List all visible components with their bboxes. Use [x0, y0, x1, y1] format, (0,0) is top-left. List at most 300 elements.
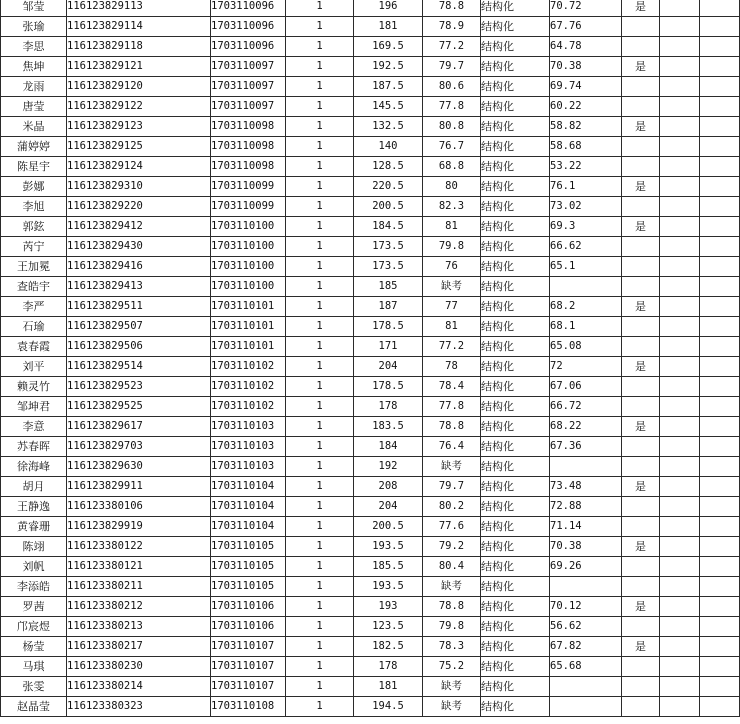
- interview-score[interactable]: 78.4: [423, 377, 481, 397]
- total-score[interactable]: 66.72: [550, 397, 622, 417]
- position-code[interactable]: 1703110097: [211, 97, 286, 117]
- position-code[interactable]: 1703110101: [211, 317, 286, 337]
- interview-format[interactable]: 结构化: [481, 457, 550, 477]
- written-score[interactable]: 181: [354, 17, 423, 37]
- total-score[interactable]: 60.22: [550, 97, 622, 117]
- empty-cell[interactable]: [700, 437, 740, 457]
- quota[interactable]: 1: [286, 697, 354, 717]
- interview-format[interactable]: 结构化: [481, 197, 550, 217]
- total-score[interactable]: 67.36: [550, 437, 622, 457]
- empty-cell[interactable]: [660, 0, 700, 17]
- written-score[interactable]: 145.5: [354, 97, 423, 117]
- written-score[interactable]: 208: [354, 477, 423, 497]
- empty-cell[interactable]: [700, 177, 740, 197]
- empty-cell[interactable]: [700, 57, 740, 77]
- exam-id[interactable]: 116123380121: [67, 557, 211, 577]
- exam-id[interactable]: 116123829525: [67, 397, 211, 417]
- candidate-name[interactable]: 王加冕: [1, 257, 67, 277]
- quota[interactable]: 1: [286, 457, 354, 477]
- position-code[interactable]: 1703110107: [211, 637, 286, 657]
- candidate-name[interactable]: 刘帆: [1, 557, 67, 577]
- empty-cell[interactable]: [660, 317, 700, 337]
- position-code[interactable]: 1703110098: [211, 137, 286, 157]
- written-score[interactable]: 182.5: [354, 637, 423, 657]
- table-row[interactable]: [1, 37, 740, 57]
- empty-cell[interactable]: [660, 337, 700, 357]
- total-score[interactable]: 67.82: [550, 637, 622, 657]
- quota[interactable]: 1: [286, 137, 354, 157]
- interview-format[interactable]: 结构化: [481, 437, 550, 457]
- pass-flag[interactable]: 是: [622, 637, 660, 657]
- interview-format[interactable]: 结构化: [481, 677, 550, 697]
- empty-cell[interactable]: [700, 157, 740, 177]
- exam-id[interactable]: 116123380122: [67, 537, 211, 557]
- position-code[interactable]: 1703110102: [211, 397, 286, 417]
- empty-cell[interactable]: [660, 77, 700, 97]
- pass-flag[interactable]: [622, 77, 660, 97]
- quota[interactable]: 1: [286, 397, 354, 417]
- total-score[interactable]: [550, 457, 622, 477]
- table-row[interactable]: [1, 17, 740, 37]
- pass-flag[interactable]: [622, 337, 660, 357]
- candidate-name[interactable]: 李意: [1, 417, 67, 437]
- written-score[interactable]: 204: [354, 497, 423, 517]
- pass-flag[interactable]: 是: [622, 117, 660, 137]
- interview-score[interactable]: 77: [423, 297, 481, 317]
- interview-format[interactable]: 结构化: [481, 157, 550, 177]
- written-score[interactable]: 187: [354, 297, 423, 317]
- written-score[interactable]: 184.5: [354, 217, 423, 237]
- exam-id[interactable]: 116123829506: [67, 337, 211, 357]
- pass-flag[interactable]: [622, 677, 660, 697]
- empty-cell[interactable]: [660, 517, 700, 537]
- interview-format[interactable]: 结构化: [481, 497, 550, 517]
- interview-score[interactable]: 缺考: [423, 577, 481, 597]
- written-score[interactable]: 173.5: [354, 257, 423, 277]
- exam-id[interactable]: 116123829125: [67, 137, 211, 157]
- table-row[interactable]: [1, 257, 740, 277]
- position-code[interactable]: 1703110097: [211, 57, 286, 77]
- total-score[interactable]: 67.76: [550, 17, 622, 37]
- interview-format[interactable]: 结构化: [481, 0, 550, 17]
- candidate-name[interactable]: 王静逸: [1, 497, 67, 517]
- quota[interactable]: 1: [286, 497, 354, 517]
- written-score[interactable]: 220.5: [354, 177, 423, 197]
- interview-score[interactable]: 缺考: [423, 277, 481, 297]
- empty-cell[interactable]: [700, 537, 740, 557]
- quota[interactable]: 1: [286, 477, 354, 497]
- empty-cell[interactable]: [700, 137, 740, 157]
- quota[interactable]: 1: [286, 377, 354, 397]
- table-row[interactable]: [1, 477, 740, 497]
- pass-flag[interactable]: 是: [622, 0, 660, 17]
- exam-id[interactable]: 116123380217: [67, 637, 211, 657]
- written-score[interactable]: 178: [354, 397, 423, 417]
- quota[interactable]: 1: [286, 157, 354, 177]
- written-score[interactable]: 200.5: [354, 517, 423, 537]
- empty-cell[interactable]: [700, 217, 740, 237]
- quota[interactable]: 1: [286, 677, 354, 697]
- empty-cell[interactable]: [700, 377, 740, 397]
- total-score[interactable]: 67.06: [550, 377, 622, 397]
- exam-id[interactable]: 116123829430: [67, 237, 211, 257]
- empty-cell[interactable]: [700, 417, 740, 437]
- position-code[interactable]: 1703110096: [211, 17, 286, 37]
- candidate-name[interactable]: 赵晶莹: [1, 697, 67, 717]
- quota[interactable]: 1: [286, 357, 354, 377]
- candidate-name[interactable]: 杨莹: [1, 637, 67, 657]
- pass-flag[interactable]: [622, 617, 660, 637]
- quota[interactable]: 1: [286, 257, 354, 277]
- pass-flag[interactable]: [622, 317, 660, 337]
- exam-id[interactable]: 116123829220: [67, 197, 211, 217]
- exam-id[interactable]: 116123829514: [67, 357, 211, 377]
- empty-cell[interactable]: [660, 677, 700, 697]
- table-row[interactable]: [1, 157, 740, 177]
- empty-cell[interactable]: [660, 397, 700, 417]
- pass-flag[interactable]: [622, 257, 660, 277]
- interview-format[interactable]: 结构化: [481, 557, 550, 577]
- quota[interactable]: 1: [286, 617, 354, 637]
- empty-cell[interactable]: [660, 417, 700, 437]
- interview-format[interactable]: 结构化: [481, 237, 550, 257]
- pass-flag[interactable]: [622, 437, 660, 457]
- position-code[interactable]: 1703110103: [211, 457, 286, 477]
- pass-flag[interactable]: [622, 457, 660, 477]
- exam-id[interactable]: 116123829617: [67, 417, 211, 437]
- pass-flag[interactable]: [622, 157, 660, 177]
- candidate-name[interactable]: 李添皓: [1, 577, 67, 597]
- empty-cell[interactable]: [700, 577, 740, 597]
- empty-cell[interactable]: [700, 357, 740, 377]
- position-code[interactable]: 1703110102: [211, 377, 286, 397]
- table-row[interactable]: [1, 277, 740, 297]
- total-score[interactable]: 65.08: [550, 337, 622, 357]
- empty-cell[interactable]: [700, 677, 740, 697]
- table-row[interactable]: [1, 577, 740, 597]
- table-row[interactable]: [1, 317, 740, 337]
- quota[interactable]: 1: [286, 217, 354, 237]
- exam-id[interactable]: 116123829123: [67, 117, 211, 137]
- pass-flag[interactable]: [622, 517, 660, 537]
- quota[interactable]: 1: [286, 197, 354, 217]
- pass-flag[interactable]: [622, 557, 660, 577]
- table-row[interactable]: [1, 217, 740, 237]
- table-row[interactable]: [1, 557, 740, 577]
- written-score[interactable]: 193.5: [354, 537, 423, 557]
- table-row[interactable]: [1, 697, 740, 717]
- total-score[interactable]: 66.62: [550, 237, 622, 257]
- total-score[interactable]: 68.22: [550, 417, 622, 437]
- table-row[interactable]: [1, 97, 740, 117]
- table-row[interactable]: [1, 117, 740, 137]
- position-code[interactable]: 1703110096: [211, 0, 286, 17]
- position-code[interactable]: 1703110101: [211, 297, 286, 317]
- total-score[interactable]: 64.78: [550, 37, 622, 57]
- quota[interactable]: 1: [286, 117, 354, 137]
- pass-flag[interactable]: [622, 497, 660, 517]
- empty-cell[interactable]: [660, 497, 700, 517]
- empty-cell[interactable]: [660, 277, 700, 297]
- pass-flag[interactable]: [622, 697, 660, 717]
- quota[interactable]: 1: [286, 537, 354, 557]
- pass-flag[interactable]: 是: [622, 297, 660, 317]
- total-score[interactable]: 56.62: [550, 617, 622, 637]
- written-score[interactable]: 169.5: [354, 37, 423, 57]
- position-code[interactable]: 1703110105: [211, 577, 286, 597]
- interview-format[interactable]: 结构化: [481, 617, 550, 637]
- position-code[interactable]: 1703110106: [211, 617, 286, 637]
- empty-cell[interactable]: [660, 237, 700, 257]
- total-score[interactable]: 70.38: [550, 537, 622, 557]
- exam-id[interactable]: 116123829413: [67, 277, 211, 297]
- interview-format[interactable]: 结构化: [481, 217, 550, 237]
- empty-cell[interactable]: [660, 437, 700, 457]
- interview-format[interactable]: 结构化: [481, 37, 550, 57]
- interview-format[interactable]: 结构化: [481, 477, 550, 497]
- table-row[interactable]: [1, 297, 740, 317]
- quota[interactable]: 1: [286, 657, 354, 677]
- exam-id[interactable]: 116123829416: [67, 257, 211, 277]
- exam-id[interactable]: 116123829412: [67, 217, 211, 237]
- interview-score[interactable]: 76.7: [423, 137, 481, 157]
- interview-score[interactable]: 80.2: [423, 497, 481, 517]
- written-score[interactable]: 178.5: [354, 377, 423, 397]
- empty-cell[interactable]: [660, 177, 700, 197]
- empty-cell[interactable]: [700, 697, 740, 717]
- position-code[interactable]: 1703110100: [211, 237, 286, 257]
- empty-cell[interactable]: [660, 357, 700, 377]
- candidate-name[interactable]: 张瑜: [1, 17, 67, 37]
- pass-flag[interactable]: [622, 237, 660, 257]
- written-score[interactable]: 187.5: [354, 77, 423, 97]
- table-row[interactable]: [1, 617, 740, 637]
- empty-cell[interactable]: [700, 197, 740, 217]
- pass-flag[interactable]: [622, 37, 660, 57]
- interview-score[interactable]: 76: [423, 257, 481, 277]
- candidate-name[interactable]: 邹坤君: [1, 397, 67, 417]
- interview-score[interactable]: 79.2: [423, 537, 481, 557]
- table-row[interactable]: [1, 497, 740, 517]
- written-score[interactable]: 192: [354, 457, 423, 477]
- written-score[interactable]: 178.5: [354, 317, 423, 337]
- empty-cell[interactable]: [660, 197, 700, 217]
- interview-format[interactable]: 结构化: [481, 177, 550, 197]
- pass-flag[interactable]: [622, 277, 660, 297]
- candidate-name[interactable]: 芮宁: [1, 237, 67, 257]
- candidate-name[interactable]: 苏春晖: [1, 437, 67, 457]
- exam-id[interactable]: 116123829310: [67, 177, 211, 197]
- candidate-name[interactable]: 袁春霞: [1, 337, 67, 357]
- exam-id[interactable]: 116123829121: [67, 57, 211, 77]
- pass-flag[interactable]: 是: [622, 597, 660, 617]
- exam-id[interactable]: 116123829118: [67, 37, 211, 57]
- exam-id[interactable]: 116123380211: [67, 577, 211, 597]
- interview-score[interactable]: 76.4: [423, 437, 481, 457]
- total-score[interactable]: 70.72: [550, 0, 622, 17]
- exam-id[interactable]: 116123829507: [67, 317, 211, 337]
- exam-id[interactable]: 116123829114: [67, 17, 211, 37]
- empty-cell[interactable]: [700, 397, 740, 417]
- interview-score[interactable]: 77.2: [423, 37, 481, 57]
- written-score[interactable]: 181: [354, 677, 423, 697]
- position-code[interactable]: 1703110098: [211, 157, 286, 177]
- total-score[interactable]: 71.14: [550, 517, 622, 537]
- empty-cell[interactable]: [700, 557, 740, 577]
- interview-score[interactable]: 79.7: [423, 477, 481, 497]
- empty-cell[interactable]: [700, 477, 740, 497]
- empty-cell[interactable]: [700, 657, 740, 677]
- written-score[interactable]: 178: [354, 657, 423, 677]
- empty-cell[interactable]: [660, 217, 700, 237]
- interview-format[interactable]: 结构化: [481, 337, 550, 357]
- interview-score[interactable]: 80: [423, 177, 481, 197]
- candidate-name[interactable]: 徐海峰: [1, 457, 67, 477]
- interview-score[interactable]: 缺考: [423, 677, 481, 697]
- position-code[interactable]: 1703110100: [211, 277, 286, 297]
- exam-id[interactable]: 116123829523: [67, 377, 211, 397]
- exam-id[interactable]: 116123380230: [67, 657, 211, 677]
- interview-format[interactable]: 结构化: [481, 637, 550, 657]
- empty-cell[interactable]: [660, 297, 700, 317]
- position-code[interactable]: 1703110104: [211, 517, 286, 537]
- interview-format[interactable]: 结构化: [481, 137, 550, 157]
- empty-cell[interactable]: [660, 257, 700, 277]
- table-row[interactable]: [1, 197, 740, 217]
- exam-id[interactable]: 116123380213: [67, 617, 211, 637]
- pass-flag[interactable]: [622, 657, 660, 677]
- total-score[interactable]: 69.26: [550, 557, 622, 577]
- position-code[interactable]: 1703110096: [211, 37, 286, 57]
- position-code[interactable]: 1703110105: [211, 537, 286, 557]
- candidate-name[interactable]: 邹莹: [1, 0, 67, 17]
- table-row[interactable]: [1, 137, 740, 157]
- quota[interactable]: 1: [286, 97, 354, 117]
- table-row[interactable]: [1, 437, 740, 457]
- candidate-name[interactable]: 刘平: [1, 357, 67, 377]
- pass-flag[interactable]: 是: [622, 57, 660, 77]
- exam-id[interactable]: 116123829511: [67, 297, 211, 317]
- position-code[interactable]: 1703110098: [211, 117, 286, 137]
- table-row[interactable]: [1, 457, 740, 477]
- position-code[interactable]: 1703110100: [211, 217, 286, 237]
- total-score[interactable]: [550, 677, 622, 697]
- empty-cell[interactable]: [660, 637, 700, 657]
- empty-cell[interactable]: [660, 477, 700, 497]
- position-code[interactable]: 1703110101: [211, 337, 286, 357]
- quota[interactable]: 1: [286, 37, 354, 57]
- table-row[interactable]: [1, 77, 740, 97]
- interview-format[interactable]: 结构化: [481, 517, 550, 537]
- interview-format[interactable]: 结构化: [481, 57, 550, 77]
- interview-score[interactable]: 82.3: [423, 197, 481, 217]
- written-score[interactable]: 173.5: [354, 237, 423, 257]
- position-code[interactable]: 1703110107: [211, 657, 286, 677]
- candidate-name[interactable]: 胡月: [1, 477, 67, 497]
- pass-flag[interactable]: 是: [622, 537, 660, 557]
- quota[interactable]: 1: [286, 597, 354, 617]
- quota[interactable]: 1: [286, 277, 354, 297]
- total-score[interactable]: [550, 697, 622, 717]
- pass-flag[interactable]: [622, 397, 660, 417]
- interview-score[interactable]: 78: [423, 357, 481, 377]
- exam-id[interactable]: 116123829120: [67, 77, 211, 97]
- empty-cell[interactable]: [660, 17, 700, 37]
- written-score[interactable]: 184: [354, 437, 423, 457]
- candidate-name[interactable]: 龙雨: [1, 77, 67, 97]
- table-row[interactable]: [1, 357, 740, 377]
- exam-id[interactable]: 116123380106: [67, 497, 211, 517]
- table-row[interactable]: [1, 0, 740, 17]
- table-row[interactable]: [1, 397, 740, 417]
- empty-cell[interactable]: [660, 137, 700, 157]
- written-score[interactable]: 193: [354, 597, 423, 617]
- position-code[interactable]: 1703110105: [211, 557, 286, 577]
- pass-flag[interactable]: [622, 377, 660, 397]
- exam-id[interactable]: 116123380214: [67, 677, 211, 697]
- empty-cell[interactable]: [700, 457, 740, 477]
- pass-flag[interactable]: 是: [622, 357, 660, 377]
- empty-cell[interactable]: [700, 117, 740, 137]
- empty-cell[interactable]: [660, 157, 700, 177]
- total-score[interactable]: 73.48: [550, 477, 622, 497]
- pass-flag[interactable]: 是: [622, 177, 660, 197]
- position-code[interactable]: 1703110097: [211, 77, 286, 97]
- quota[interactable]: 1: [286, 417, 354, 437]
- interview-score[interactable]: 79.8: [423, 237, 481, 257]
- candidate-name[interactable]: 郭鉉: [1, 217, 67, 237]
- quota[interactable]: 1: [286, 557, 354, 577]
- position-code[interactable]: 1703110104: [211, 477, 286, 497]
- candidate-name[interactable]: 彭娜: [1, 177, 67, 197]
- table-row[interactable]: [1, 237, 740, 257]
- quota[interactable]: 1: [286, 637, 354, 657]
- pass-flag[interactable]: 是: [622, 217, 660, 237]
- interview-format[interactable]: 结构化: [481, 257, 550, 277]
- quota[interactable]: 1: [286, 577, 354, 597]
- written-score[interactable]: 171: [354, 337, 423, 357]
- quota[interactable]: 1: [286, 337, 354, 357]
- empty-cell[interactable]: [700, 497, 740, 517]
- exam-id[interactable]: 116123829124: [67, 157, 211, 177]
- interview-format[interactable]: 结构化: [481, 417, 550, 437]
- candidate-name[interactable]: 马琪: [1, 657, 67, 677]
- table-row[interactable]: [1, 657, 740, 677]
- interview-score[interactable]: 78.8: [423, 597, 481, 617]
- interview-score[interactable]: 75.2: [423, 657, 481, 677]
- candidate-name[interactable]: 李思: [1, 37, 67, 57]
- position-code[interactable]: 1703110099: [211, 177, 286, 197]
- position-code[interactable]: 1703110103: [211, 417, 286, 437]
- interview-score[interactable]: 缺考: [423, 457, 481, 477]
- table-row[interactable]: [1, 57, 740, 77]
- quota[interactable]: 1: [286, 237, 354, 257]
- total-score[interactable]: 73.02: [550, 197, 622, 217]
- position-code[interactable]: 1703110104: [211, 497, 286, 517]
- position-code[interactable]: 1703110108: [211, 697, 286, 717]
- interview-format[interactable]: 结构化: [481, 597, 550, 617]
- interview-score[interactable]: 80.8: [423, 117, 481, 137]
- interview-format[interactable]: 结构化: [481, 657, 550, 677]
- empty-cell[interactable]: [660, 117, 700, 137]
- candidate-name[interactable]: 罗茜: [1, 597, 67, 617]
- candidate-name[interactable]: 查皓宇: [1, 277, 67, 297]
- position-code[interactable]: 1703110099: [211, 197, 286, 217]
- exam-id[interactable]: 116123829703: [67, 437, 211, 457]
- total-score[interactable]: 70.12: [550, 597, 622, 617]
- position-code[interactable]: 1703110106: [211, 597, 286, 617]
- total-score[interactable]: 68.1: [550, 317, 622, 337]
